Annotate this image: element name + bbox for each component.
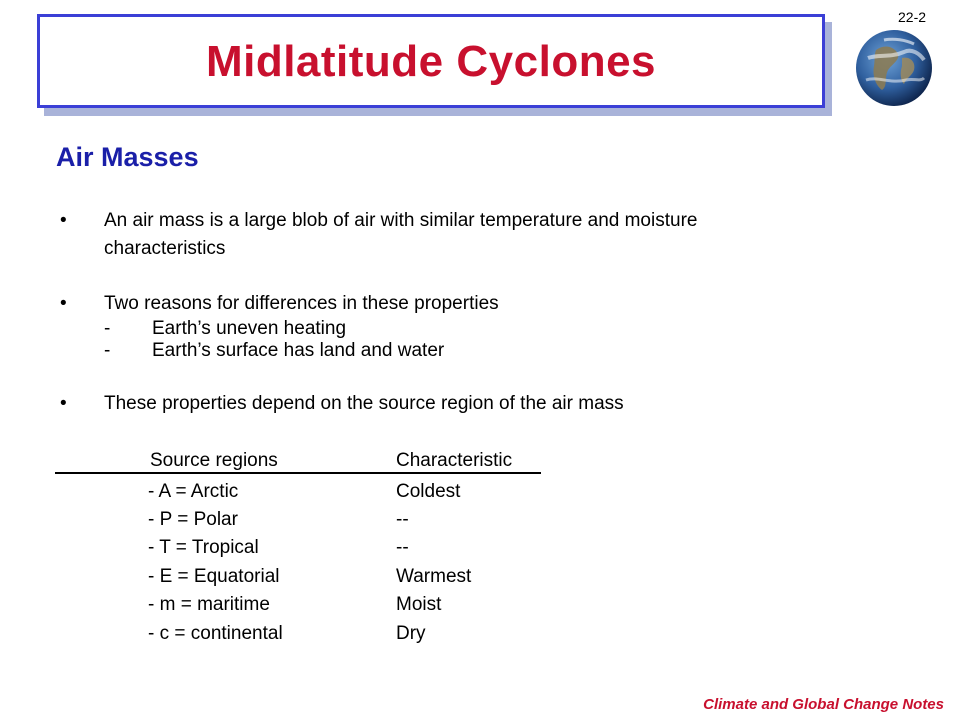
table-cell-region: - E = Equatorial — [148, 566, 280, 587]
table-header-characteristic: Characteristic — [396, 450, 513, 471]
table-cell-region: - c = continental — [148, 623, 283, 644]
section-heading: Air Masses — [56, 142, 199, 172]
earth-globe-icon — [854, 28, 934, 108]
bullet-item — [60, 290, 880, 318]
bullet-item — [60, 390, 880, 418]
sub-item — [104, 318, 604, 340]
bullet-text-line: Two reasons for differences in these properties — [104, 293, 499, 314]
table-cell-region: - T = Tropical — [148, 537, 259, 558]
table-cell-characteristic: -- — [396, 537, 409, 558]
page-title: Midlatitude Cyclones — [205, 37, 657, 86]
bullet-dot: • — [60, 393, 67, 414]
table-cell-region: - A = Arctic — [148, 481, 239, 502]
footer-course-title: Climate and Global Change Notes — [703, 696, 944, 713]
sub-dash: - — [104, 340, 111, 361]
sub-dash: - — [104, 318, 111, 339]
bullet-dot: • — [60, 293, 67, 314]
table-cell-characteristic: -- — [396, 509, 409, 530]
table-cell-region: - m = maritime — [148, 594, 270, 615]
table-header-underline — [55, 472, 541, 474]
bullet-text-line: An air mass is a large blob of air with similar temperature and moisture — [104, 210, 698, 231]
bullet-text-line: characteristics — [104, 238, 226, 259]
table-cell-characteristic: Coldest — [396, 481, 461, 502]
sub-text: Earth’s surface has land and water — [152, 340, 445, 361]
sub-text: Earth’s uneven heating — [152, 318, 347, 339]
bullet-dot: • — [60, 210, 67, 231]
bullet-text-line: These properties depend on the source region of the air mass — [104, 393, 624, 414]
table-cell-region: - P = Polar — [148, 509, 238, 530]
sub-item — [104, 340, 604, 362]
title-box — [37, 14, 825, 108]
table-cell-characteristic: Dry — [396, 623, 426, 644]
slide-number: 22-2 — [898, 9, 927, 25]
bullet-item — [60, 207, 880, 263]
table-header-source: Source regions — [150, 450, 278, 471]
table-cell-characteristic: Warmest — [396, 566, 472, 587]
table-cell-characteristic: Moist — [396, 594, 442, 615]
